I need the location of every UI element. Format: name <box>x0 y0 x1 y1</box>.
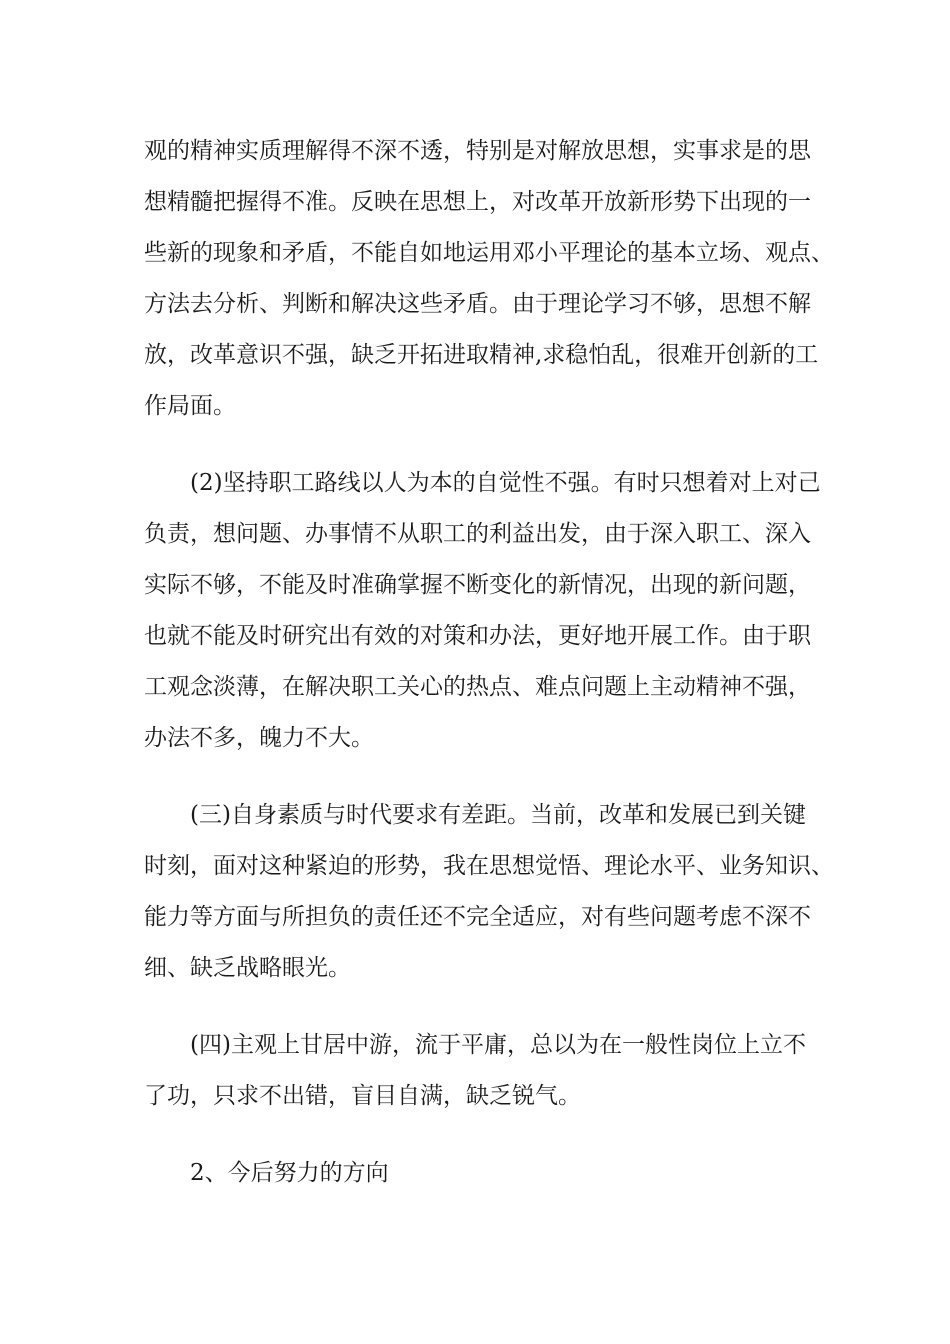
text-line: 作局面。 <box>144 393 236 419</box>
text-line: 放，改革意识不强，缺乏开拓进取精神,求稳怕乱，很难开创新的工 <box>144 342 819 368</box>
text-line: 办法不多，魄力不大。 <box>144 725 374 751</box>
document-body <box>144 126 834 1199</box>
paragraph-item-3-self-quality <box>144 790 834 994</box>
section-heading-text: 2、今后努力的方向 <box>190 1160 389 1186</box>
text-line: 观的精神实质理解得不深不透，特别是对解放思想，实事求是的思 <box>144 138 811 164</box>
text-line: 时刻，面对这种紧迫的形势，我在思想觉悟、理论水平、业务知识、 <box>144 853 834 879</box>
text-line: 能力等方面与所担负的责任还不完全适应，对有些问题考虑不深不 <box>144 904 811 930</box>
text-line: 方法去分析、判断和解决这些矛盾。由于理论学习不够，思想不解 <box>144 291 811 317</box>
paragraph-theory-study <box>144 126 834 432</box>
text-line: (四)主观上甘居中游，流于平庸，总以为在一般性岗位上立不 <box>190 1032 806 1058</box>
text-line: 也就不能及时研究出有效的对策和办法，更好地开展工作。由于职 <box>144 623 811 649</box>
text-line: 了功，只求不出错，盲目自满，缺乏锐气。 <box>144 1083 581 1109</box>
text-line: 些新的现象和矛盾，不能自如地运用邓小平理论的基本立场、观点、 <box>144 240 834 266</box>
text-line: 想精髓把握得不准。反映在思想上，对改革开放新形势下出现的一 <box>144 189 811 215</box>
section-heading-future-direction <box>144 1148 824 1199</box>
text-line: 工观念淡薄，在解决职工关心的热点、难点问题上主动精神不强， <box>144 674 811 700</box>
text-line: 实际不够，不能及时准确掌握不断变化的新情况，出现的新问题， <box>144 572 811 598</box>
paragraph-item-4-mediocrity <box>144 1020 824 1122</box>
text-line: 负责，想问题、办事情不从职工的利益出发，由于深入职工、深入 <box>144 521 811 547</box>
text-line: (三)自身素质与时代要求有差距。当前，改革和发展已到关键 <box>190 802 806 828</box>
text-line: 细、缺乏战略眼光。 <box>144 955 351 981</box>
text-line: (2)坚持职工路线以人为本的自觉性不强。有时只想着对上对己 <box>190 470 821 496</box>
paragraph-item-2-worker-line <box>144 458 824 764</box>
